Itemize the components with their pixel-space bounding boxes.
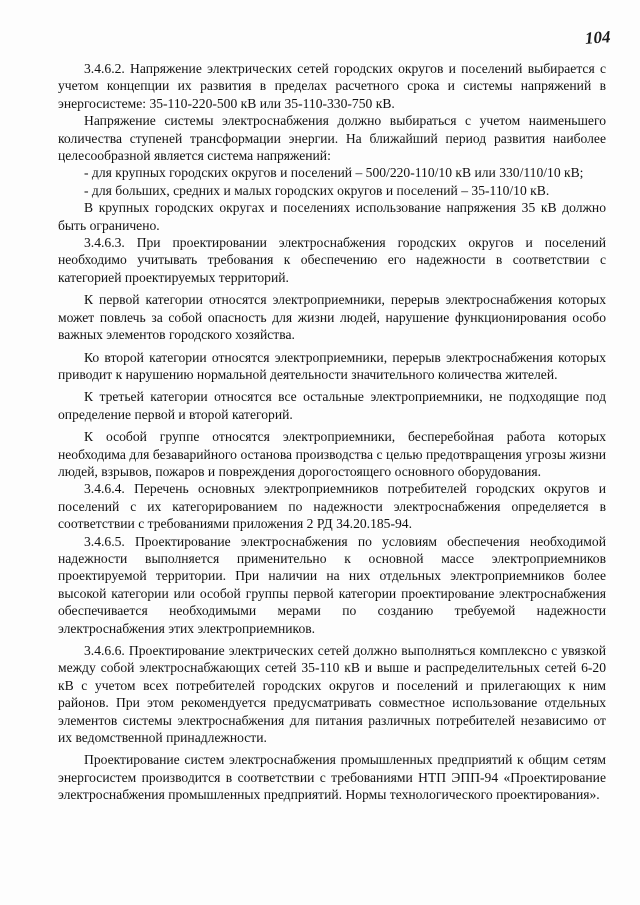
paragraph-large-cities: - для крупных городских округов и поселений – 500/220-110/10 кВ или 330/110/10 кВ; (84, 165, 584, 181)
paragraph-35kv-limit: В крупных городских округах и поселениях использование напряжения 35 кВ должно быть ограничено. (58, 200, 606, 233)
paragraph-voltage-system: Напряжение системы электроснабжения должно выбираться с учетом наименьшего количества ступеней трансформации энергии. На ближайший период развития наиболее целесообразной является система напряжений: (58, 113, 606, 164)
paragraph-special-group: К особой группе относятся электроприемники, бесперебойная работа которых необходима для безаварийного останова производства с целью предотвращения угрозы жизни людей, взрывов, пожаров и повреждения дорогостоящего основного оборудования. (58, 429, 606, 479)
body-text (58, 60, 606, 804)
paragraph-3-4-6-4: 3.4.6.4. Перечень основных электроприемников потребителей городских округов и поселений с их категорированием по надежности электроснабжения определяется в соответствии с требованиями приложения 2 РД 34.20.185-94. (58, 481, 606, 532)
paragraph-industrial: Проектирование систем электроснабжения промышленных предприятий к общим сетям энергосистем производится в соответствии с требованиями НТП ЭПП-94 «Проектирование электроснабжения промышленных предприятий. Нормы технологического проектирования». (58, 752, 606, 803)
paragraph-second-category: Ко второй категории относятся электроприемники, перерыв электроснабжения которых приводит к нарушению нормальной деятельности значительного количества жителей. (58, 349, 606, 382)
paragraph-3-4-6-3: 3.4.6.3. При проектировании электроснабжения городских округов и поселений необходимо учитывать требования к обеспечению его надежности в соответствии с категорией проектируемых территорий. (58, 235, 606, 285)
paragraph-other-cities: - для больших, средних и малых городских округов и поселений – 35-110/10 кВ. (84, 182, 550, 198)
paragraph-3-4-6-2: 3.4.6.2. Напряжение электрических сетей городских округов и поселений выбирается с учетом концепции их развития в пределах расчетного срока и системы напряжений в энергосистеме: 35-110-220-500 кВ или 35-110-330-750 кВ. (58, 61, 606, 111)
page-number: 104 (583, 27, 611, 48)
paragraph-3-4-6-6: 3.4.6.6. Проектирование электрических сетей должно выполняться комплексно с увязкой между собой электроснабжающих сетей 35-110 кВ и выше и распределительных сетей 6-20 кВ с учетом всех потребителей городских округов и поселений и прилегающих к ним районов. При этом рекомендуется предусматривать совместное использование отдельных элементов системы электроснабжения для питания различных потребителей независимо от их ведомственной принадлежности. (58, 643, 606, 746)
paragraph-3-4-6-5: 3.4.6.5. Проектирование электроснабжения по условиям обеспечения необходимой надежности выполняется применительно к основной массе электроприемников проектируемой территории. При наличии на них отдельных электроприемников более высокой категории или особой группы первой категории проектирование электроснабжения обеспечивается необходимыми мерами по созданию требуемой надежности электроснабжения этих электроприемников. (58, 533, 606, 636)
paragraph-first-category: К первой категории относятся электроприемники, перерыв электроснабжения которых может повлечь за собой опасность для жизни людей, нарушение функционирования особо важных элементов городского хозяйства. (58, 292, 606, 343)
paragraph-third-category: К третьей категории относятся все остальные электроприемники, не подходящие под определение первой и второй категорий. (58, 389, 606, 422)
